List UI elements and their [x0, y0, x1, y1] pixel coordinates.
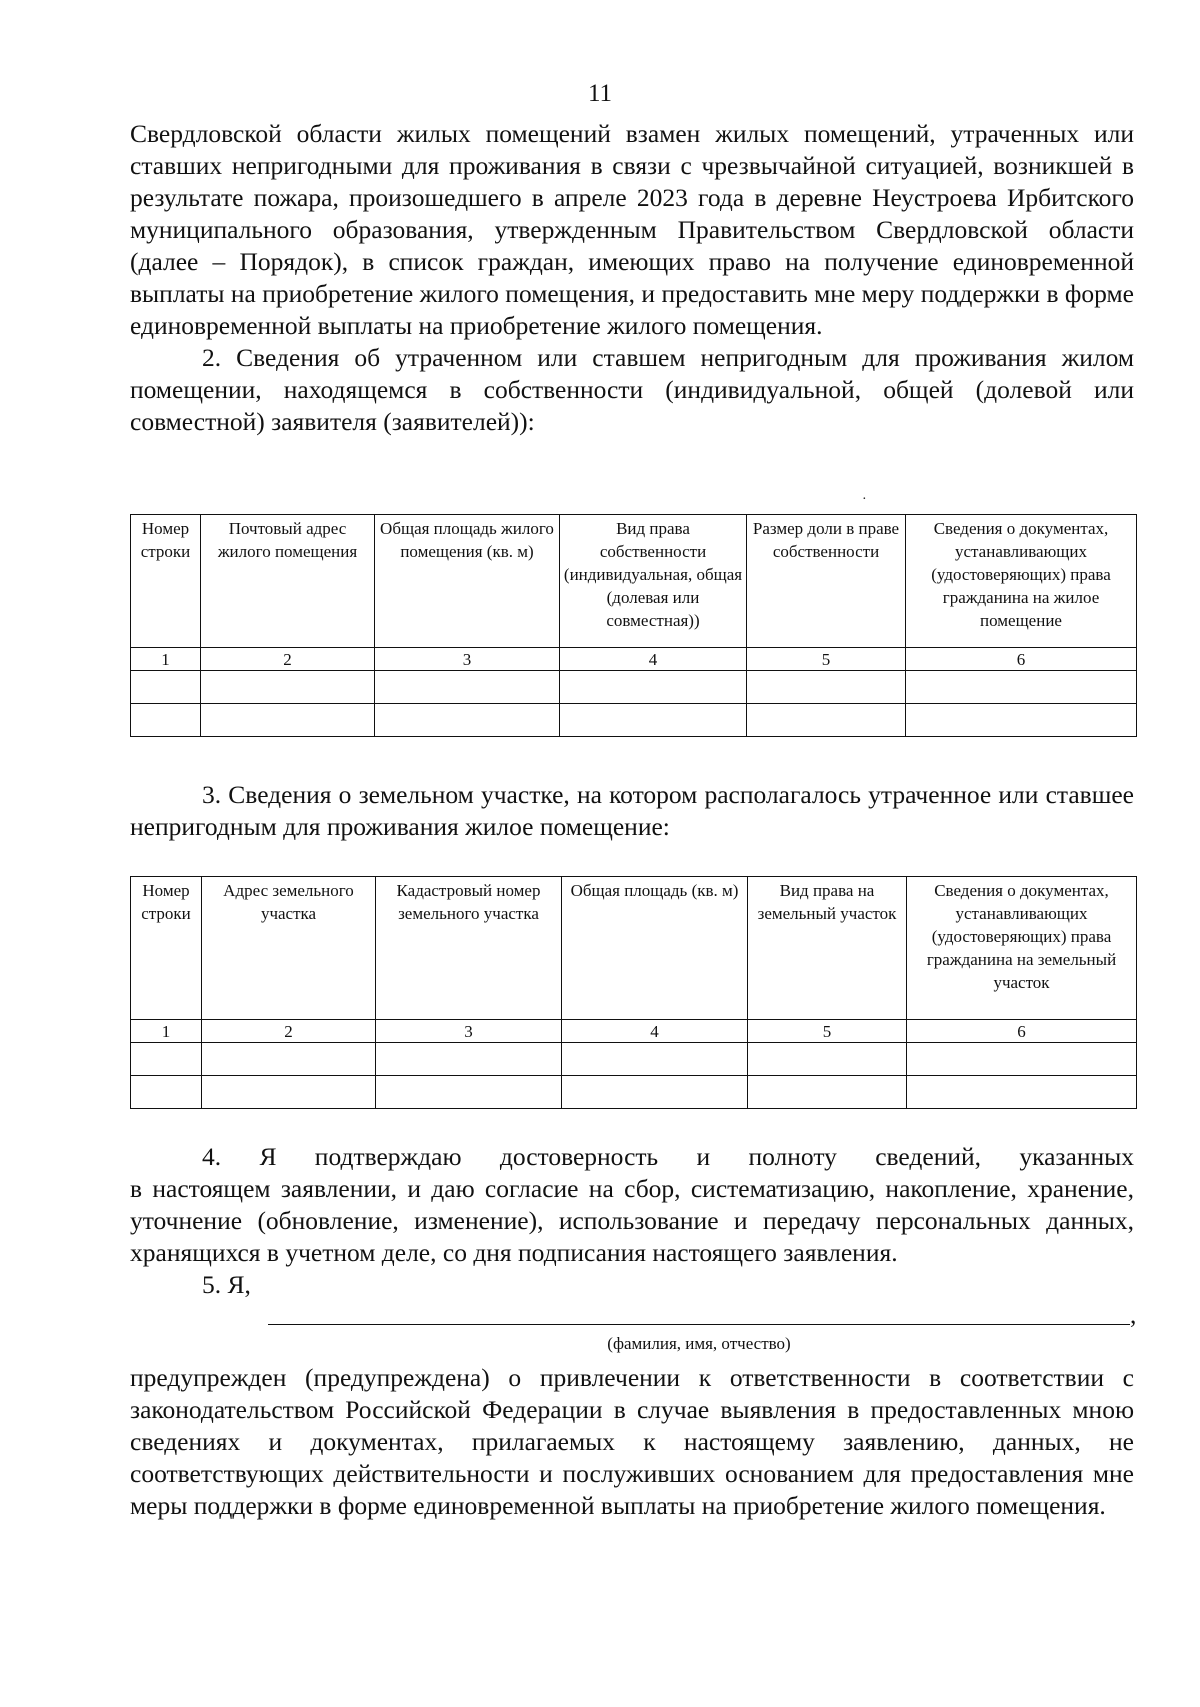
- empty-cell[interactable]: [907, 1043, 1137, 1076]
- section-5-prefix: 5. Я,: [202, 1270, 251, 1299]
- empty-cell[interactable]: [560, 704, 747, 737]
- empty-cell[interactable]: [375, 704, 560, 737]
- column-number: 4: [562, 1020, 748, 1043]
- column-number-row: [131, 1020, 1137, 1043]
- table-header-row: [131, 515, 1137, 648]
- table-row: [131, 671, 1137, 704]
- col-header-right-type: Вид права на земельный участок: [748, 877, 907, 1020]
- col-header-row-number: Номер строки: [131, 515, 201, 648]
- land-plot-table: [130, 876, 1137, 1109]
- column-number-row: [131, 648, 1137, 671]
- full-name-field[interactable]: [268, 1324, 1130, 1325]
- empty-cell[interactable]: [747, 704, 906, 737]
- empty-cell[interactable]: [748, 1076, 907, 1109]
- empty-cell[interactable]: [376, 1043, 562, 1076]
- column-number: 2: [202, 1020, 376, 1043]
- section-3-heading: 3. Сведения о земельном участке, на котором располагалось утраченное или ставшее непригодным для проживания жилое помещение:: [130, 780, 1134, 841]
- section-4-first-line: 4. Я подтверждаю достоверность и полноту сведений, указанных: [202, 1142, 1134, 1171]
- table-row: [131, 1076, 1137, 1109]
- table-row: [131, 1043, 1137, 1076]
- stray-mark: ·: [862, 492, 867, 507]
- section-4-block: [130, 1141, 1134, 1301]
- col-header-documents: Сведения о документах, устанавливающих (удостоверяющих) права гражданина на жилое помещение: [906, 515, 1137, 648]
- empty-cell[interactable]: [201, 704, 375, 737]
- col-header-postal-address: Почтовый адрес жилого помещения: [201, 515, 375, 648]
- empty-cell[interactable]: [748, 1043, 907, 1076]
- empty-cell[interactable]: [375, 671, 560, 704]
- full-name-caption: (фамилия, имя, отчество): [607, 1334, 791, 1353]
- column-number: 6: [907, 1020, 1137, 1043]
- col-header-plot-address: Адрес земельного участка: [202, 877, 376, 1020]
- table-row: [131, 704, 1137, 737]
- section-4-text: в настоящем заявлении, и даю согласие на сбор, систематизацию, накопление, хранение, уточнение (обновление, изменение), использование и передачу персональных данных, хранящихся в учетном деле, со дня подписания настоящего заявления.: [130, 1174, 1134, 1267]
- col-header-row-number: Номер строки: [131, 877, 202, 1020]
- table-header-row: [131, 877, 1137, 1020]
- col-header-share-size: Размер доли в праве собственности: [747, 515, 906, 648]
- col-header-total-area: Общая площадь жилого помещения (кв. м): [375, 515, 560, 648]
- column-number: 5: [747, 648, 906, 671]
- col-header-total-area: Общая площадь (кв. м): [562, 877, 748, 1020]
- column-number: 4: [560, 648, 747, 671]
- empty-cell[interactable]: [201, 671, 375, 704]
- empty-cell[interactable]: [747, 671, 906, 704]
- empty-cell[interactable]: [907, 1076, 1137, 1109]
- full-name-comma: ,: [1130, 1300, 1137, 1329]
- empty-cell[interactable]: [562, 1076, 748, 1109]
- intro-block: [130, 118, 1134, 438]
- section-3-block: [130, 779, 1134, 843]
- empty-cell[interactable]: [131, 671, 201, 704]
- empty-cell[interactable]: [906, 671, 1137, 704]
- empty-cell[interactable]: [562, 1043, 748, 1076]
- column-number: 6: [906, 648, 1137, 671]
- empty-cell[interactable]: [131, 704, 201, 737]
- empty-cell[interactable]: [202, 1076, 376, 1109]
- dwelling-table: [130, 514, 1137, 737]
- empty-cell[interactable]: [376, 1076, 562, 1109]
- col-header-cadastral-number: Кадастровый номер земельного участка: [376, 877, 562, 1020]
- section-2-heading: 2. Сведения об утраченном или ставшем непригодным для проживания жилом помещении, находящемся в собственности (индивидуальной, общей (долевой или совместной) заявителя (заявителей)):: [130, 343, 1134, 436]
- column-number: 5: [748, 1020, 907, 1043]
- empty-cell[interactable]: [202, 1043, 376, 1076]
- empty-cell[interactable]: [906, 704, 1137, 737]
- section-5-block: [130, 1362, 1134, 1522]
- column-number: 3: [376, 1020, 562, 1043]
- empty-cell[interactable]: [560, 671, 747, 704]
- column-number: 2: [201, 648, 375, 671]
- page-number: 11: [587, 80, 613, 107]
- column-number: 1: [131, 648, 201, 671]
- empty-cell[interactable]: [131, 1043, 202, 1076]
- empty-cell[interactable]: [131, 1076, 202, 1109]
- col-header-ownership-type: Вид права собственности (индивидуальная, общая (долевая или совместная)): [560, 515, 747, 648]
- col-header-documents: Сведения о документах, устанавливающих (удостоверяющих) права гражданина на земельный участок: [907, 877, 1137, 1020]
- column-number: 3: [375, 648, 560, 671]
- column-number: 1: [131, 1020, 202, 1043]
- section-5-text: предупрежден (предупреждена) о привлечении к ответственности в соответствии с законодательством Российской Федерации в случае выявления в предоставленных мною сведениях и документах, прилагаемых к настоящему заявлению, данных, не соответствующих действительности и послуживших основанием для предоставления мне меры поддержки в форме единовременной выплаты на приобретение жилого помещения.: [130, 1363, 1134, 1520]
- paragraph-intro: Свердловской области жилых помещений взамен жилых помещений, утраченных или ставших непригодными для проживания в связи с чрезвычайной ситуацией, возникшей в результате пожара, произошедшего в апреле 2023 года в деревне Неустроева Ирбитского муниципального образования, утвержденным Правительством Свердловской области (далее – Порядок), в список граждан, имеющих право на получение единовременной выплаты на приобретение жилого помещения, и предоставить мне меру поддержки в форме единовременной выплаты на приобретение жилого помещения.: [130, 119, 1134, 340]
